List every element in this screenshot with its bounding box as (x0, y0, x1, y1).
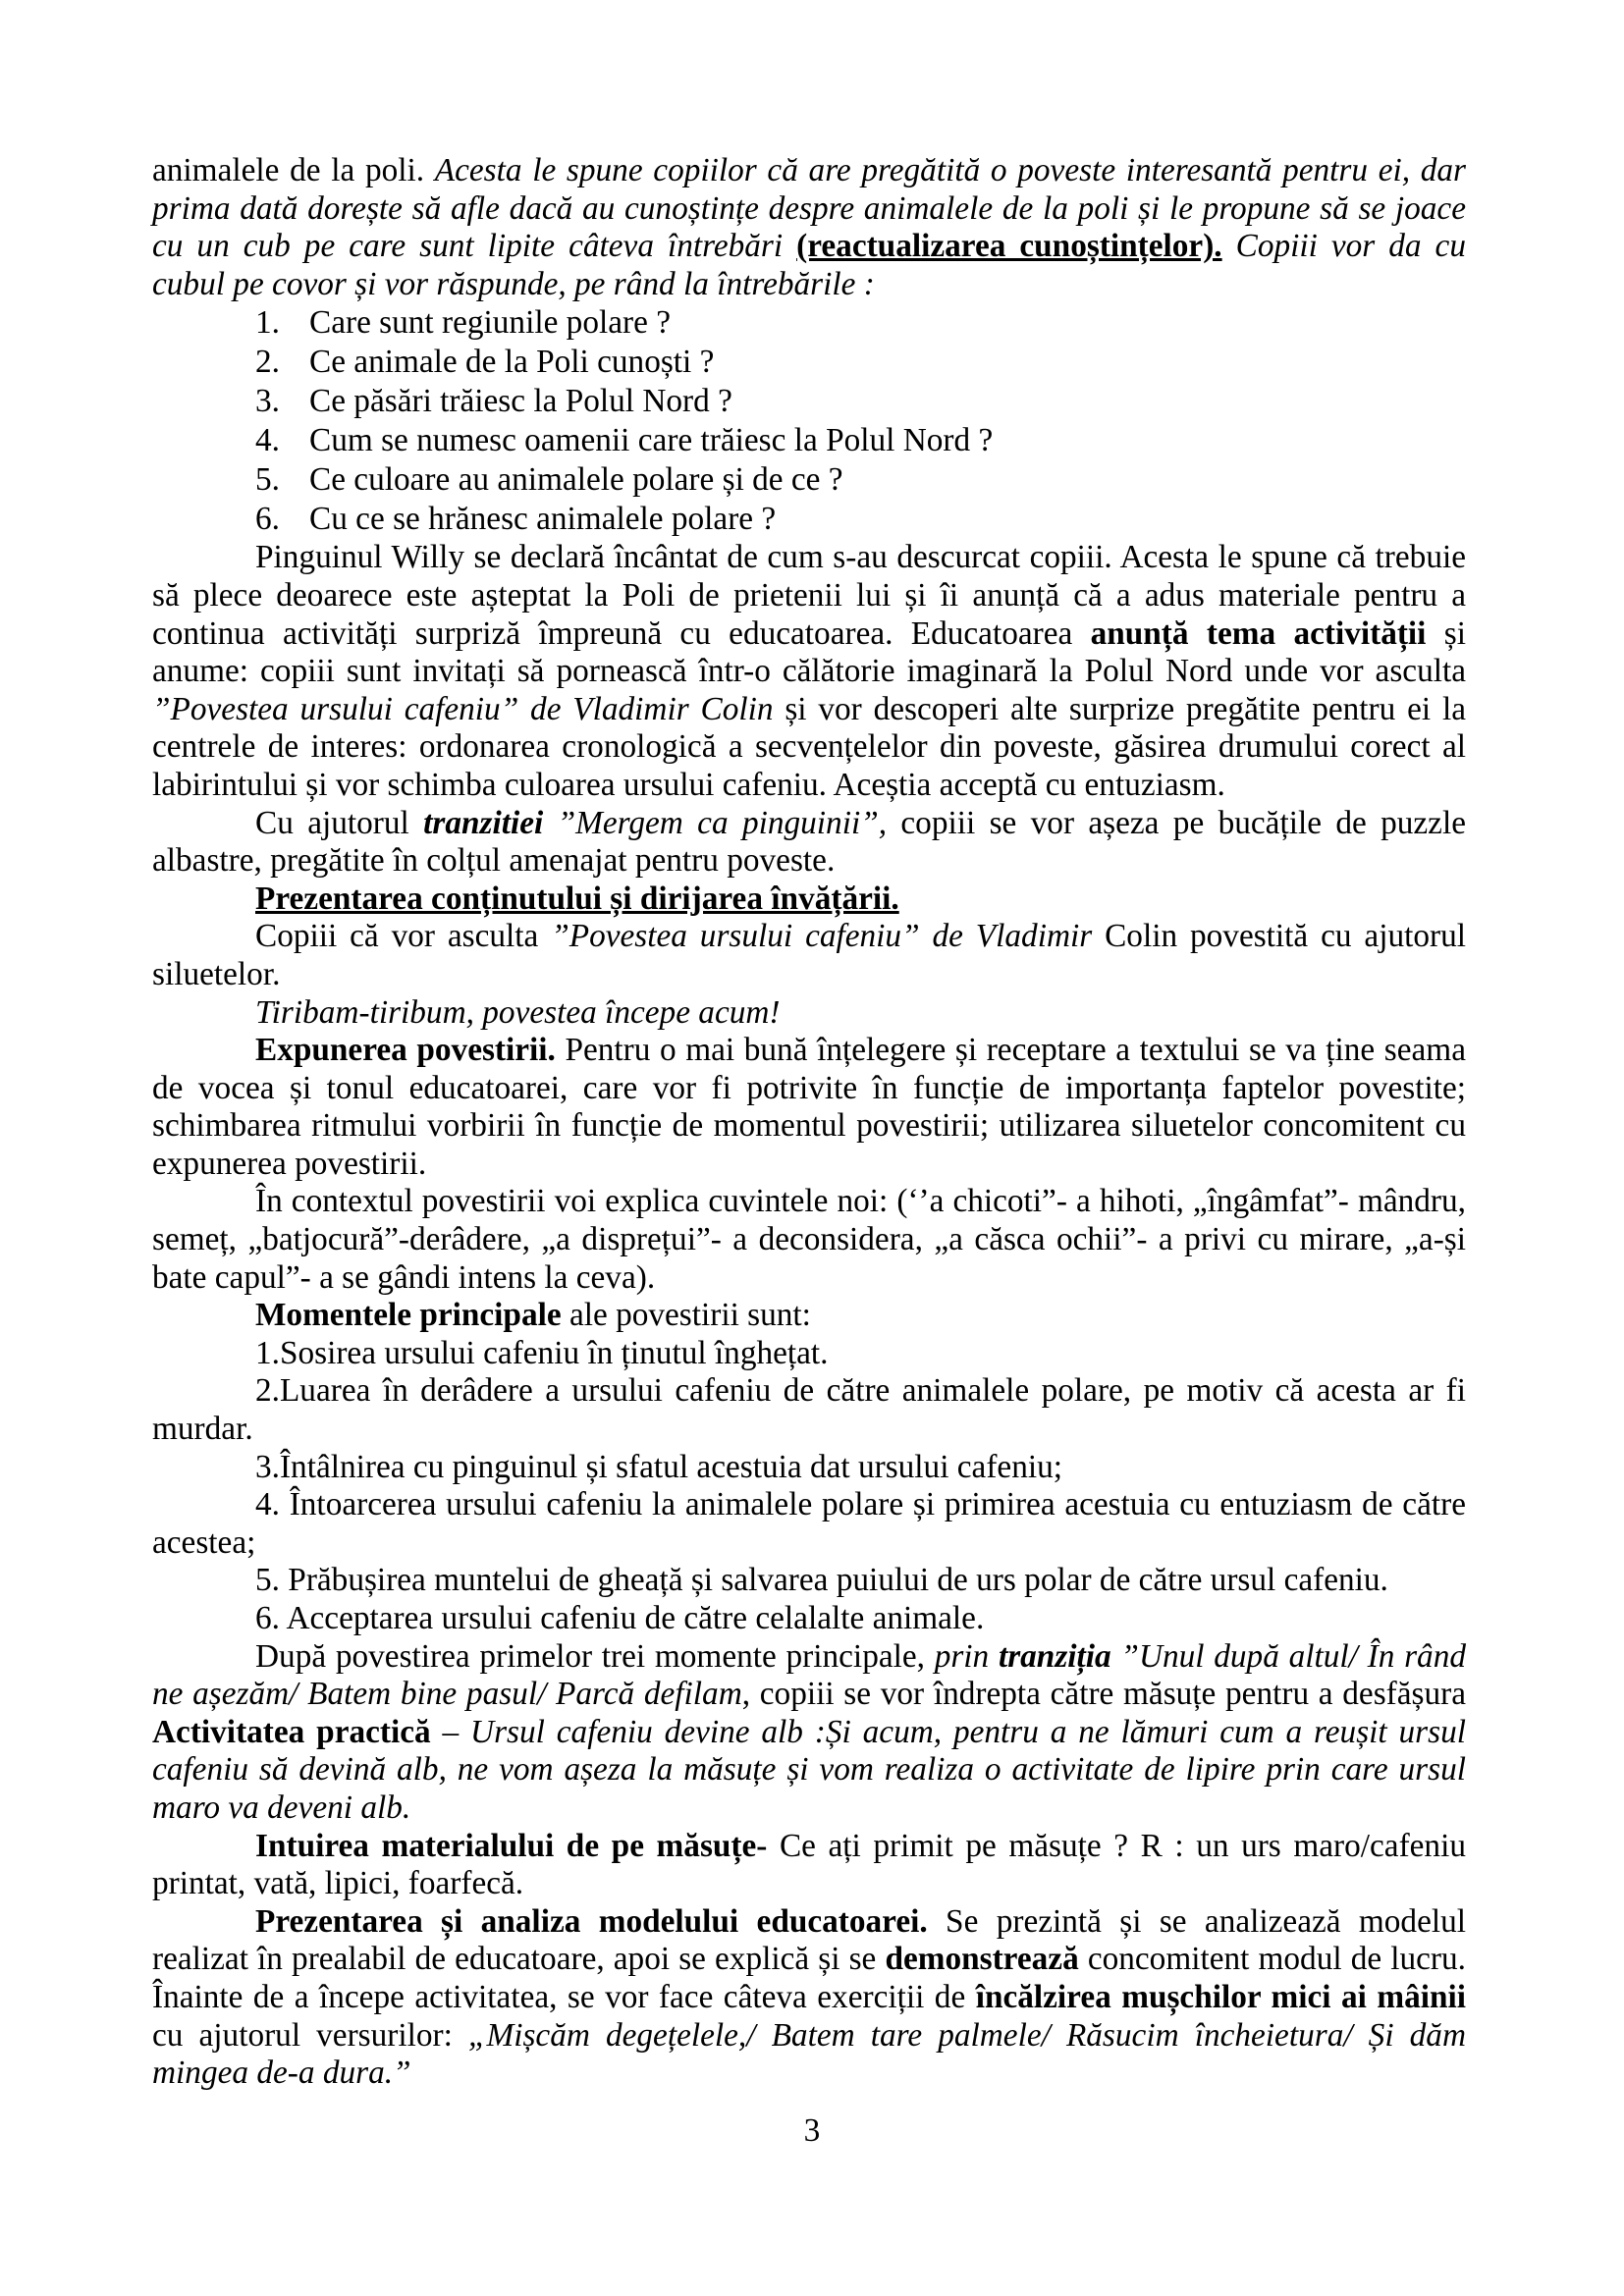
moment-item (152, 1335, 1466, 1373)
paragraph-main-moments-intro (152, 1297, 1466, 1335)
moment-item (152, 1486, 1466, 1562)
question-list-item (152, 500, 1466, 539)
text-run: și anume: copiii sunt invitați să pornească într-o călătorie imaginară la Polul Nord unde vor asculta (152, 614, 1466, 690)
list-item-number: 1. (255, 304, 280, 342)
list-item-number: 3. (255, 383, 280, 420)
text-run: „Mișcăm degețelele,/ Batem tare palmele/ Răsucim încheietura/ Și dăm mingea de-a dura.” (152, 2016, 1467, 2092)
list-item-number: 5. (255, 461, 280, 499)
paragraph-story-exposition (152, 1032, 1466, 1183)
text-run: Expunerea povestirii. (255, 1032, 556, 1069)
text-run: 1.Sosirea ursului cafeniu în ținutul înghețat. (255, 1334, 829, 1371)
moment-item (152, 1600, 1466, 1638)
text-run: animalele de la poli. (152, 152, 435, 188)
text-run: 3.Întâlnirea cu pinguinul și sfatul acestuia dat ursului cafeniu; (255, 1448, 1063, 1485)
text-run: prin (934, 1637, 999, 1675)
text-run: 2.Luarea în derâdere a ursului cafeniu de către animalele polare, pe motiv că acesta ar fi murdar. (152, 1372, 1466, 1448)
text-run: ”Mergem ca pinguinii”, (557, 804, 901, 841)
text-run: tranziția (998, 1637, 1121, 1675)
text-run: 4. Întoarcerea ursului cafeniu la animalele polare și primirea acestuia cu entuziasm de către acestea; (152, 1486, 1466, 1561)
text-run: ”Unul după altul/ În rând ne așezăm/ Batem bine pasul/ Parcă defilam (152, 1637, 1466, 1713)
text-run: Copiii că vor asculta (255, 918, 552, 955)
paragraph-material-intuition (152, 1828, 1466, 1903)
text-run: Colin povestită cu ajutorul siluetelor. (152, 918, 1466, 992)
text-run: Copiii vor da cu cubul pe covor și vor răspunde, pe rând la întrebările : (152, 228, 1466, 302)
paragraph-story-opening (152, 994, 1466, 1033)
text-run: Tiribam-tiribum, povestea începe acum! (255, 993, 781, 1031)
text-run: Pinguinul Willy se declară încântat de cum s-au descurcat copiii. Acesta le spune că trebuie să plece deoarece este așteptat la Poli de prietenii lui și îi anunță că a adus materiale pentru a continua activități surpriză împreună cu educatoarea. Educatoarea (152, 539, 1466, 652)
question-list-item (152, 343, 1466, 382)
text-run: 6. Acceptarea ursului cafeniu de către celalalte animale. (255, 1600, 985, 1636)
text-run: Activitatea practică (152, 1713, 431, 1750)
question-list-item (152, 421, 1466, 460)
text-run: Ce păsări trăiesc la Polul Nord ? (309, 383, 732, 420)
paragraph-new-words (152, 1183, 1466, 1297)
text-run: copiii se vor așeza pe bucățile de puzzle albastre, pregătite în colțul amenajat pentru poveste. (152, 804, 1466, 880)
text-run: Prezentarea și analiza modelului educatoarei. (255, 1902, 928, 1940)
moment-item (152, 1372, 1466, 1448)
text-run: ale povestirii sunt: (561, 1297, 811, 1334)
text-run: concomitent modul de lucru. Înainte de a începe activitatea, se vor face câteva exerciții de (152, 1941, 1466, 2015)
moment-item (152, 1449, 1466, 1487)
text-run: (reactualizarea cunoștințelor). (796, 228, 1222, 265)
question-list-item (152, 382, 1466, 421)
text-run: demonstrează (885, 1941, 1079, 1978)
text-run: Momentele principale (255, 1297, 562, 1334)
text-run: Ce culoare au animalele polare și de ce ? (309, 461, 843, 499)
text-run: anunță tema activității (1090, 614, 1427, 652)
text-run: Prezentarea conținutului și dirijarea învățării. (255, 880, 899, 917)
question-list-item (152, 303, 1466, 343)
text-run: Cu ajutorul (255, 804, 424, 841)
text-run: ”Povestea ursului cafeniu” de Vladimir Colin (152, 690, 774, 727)
question-list-item (152, 460, 1466, 500)
text-run: Ce ați primit pe măsuțe ? R : un urs maro/cafeniu printat, vată, lipici, foarfecă. (152, 1827, 1466, 1902)
paragraph-continuation (152, 152, 1466, 303)
page-number: 3 (803, 2112, 821, 2149)
paragraph-model-analysis (152, 1903, 1466, 2093)
list-item-number: 2. (255, 344, 280, 381)
text-run: încălzirea mușchilor mici ai mâinii (975, 1978, 1466, 2015)
text-run: Pentru o mai bună înțelegere și receptare a textului se va ține seama de vocea și tonul educatoarei, care vor fi potrivite în funcție de importanța faptelor povestite; schimbarea ritmului vorbirii în funcție de momentul povestirii; utilizarea siluetelor concomitent cu expunerea povestirii. (152, 1032, 1466, 1182)
text-run: , copiii se vor îndrepta către măsuțe pentru a desfășura (741, 1676, 1467, 1713)
section-heading-presentation (152, 881, 1466, 919)
text-run: tranzitiei (423, 804, 558, 841)
moment-item (152, 1562, 1466, 1600)
text-run: În contextul povestirii voi explica cuvintele noi: (‘’a chicoti”- a hihoti, „îngâmfat”- mândru, semeț, „batjocură”-derâdere, „a disprețui”- a deconsidera, „a căsca ochii”- a privi cu mirare, „a-și bate capul”- a se gândi intens la ceva). (152, 1183, 1466, 1296)
paragraph-practical-activity (152, 1638, 1466, 1828)
text-run: Ce animale de la Poli cunoști ? (309, 344, 715, 381)
text-run: și vor descoperi alte surprize pregătite pentru ei la centrele de interes: ordonarea cronologică a secvențelelor din poveste, găsirea drumului corect al labirintului și vor schimba culoarea ursului cafeniu. Aceștia acceptă cu entuziasm. (152, 690, 1466, 803)
text-run: Ursul cafeniu devine alb :Și acum, pentru a ne lămuri cum a reușit ursul cafeniu să devină alb, ne vom așeza la măsuțe și vom realiza o activitate de lipire prin care ursul maro va deveni alb. (152, 1713, 1466, 1826)
document-body (152, 152, 1466, 2093)
text-run: – (430, 1713, 471, 1750)
text-run: Se prezintă și se analizează modelul realizat în prealabil de educatoare, apoi se explică și se (152, 1902, 1467, 1978)
paragraph-story-listening (152, 918, 1466, 993)
text-run: Cu ce se hrănesc animalele polare ? (309, 501, 777, 538)
paragraph-penguin-willy (152, 539, 1466, 804)
paragraph-transition-penguins (152, 805, 1466, 881)
list-item-number: 4. (255, 422, 280, 459)
list-item-number: 6. (255, 501, 280, 538)
text-run: După povestirea primelor trei momente principale, (255, 1637, 935, 1675)
text-run: Cum se numesc oamenii care trăiesc la Polul Nord ? (309, 422, 994, 459)
text-run: ”Povestea ursului cafeniu” de Vladimir (551, 918, 1106, 955)
text-run: cu ajutorul versurilor: (152, 2016, 468, 2054)
text-run: Intuirea materialului de pe măsuțe- (255, 1827, 768, 1864)
text-run: Care sunt regiunile polare ? (309, 304, 671, 342)
text-run: 5. Prăbușirea muntelui de gheață și salvarea puiului de urs polar de către ursul cafeniu. (255, 1562, 1388, 1599)
text-run: Acesta le spune copiilor că are pregătită o poveste interesantă pentru ei, dar prima dată dorește să afle dacă au cunoștințe despre animalele de la poli și le propune să se joace cu un cub pe care sunt lipite câteva întrebări (152, 152, 1466, 265)
